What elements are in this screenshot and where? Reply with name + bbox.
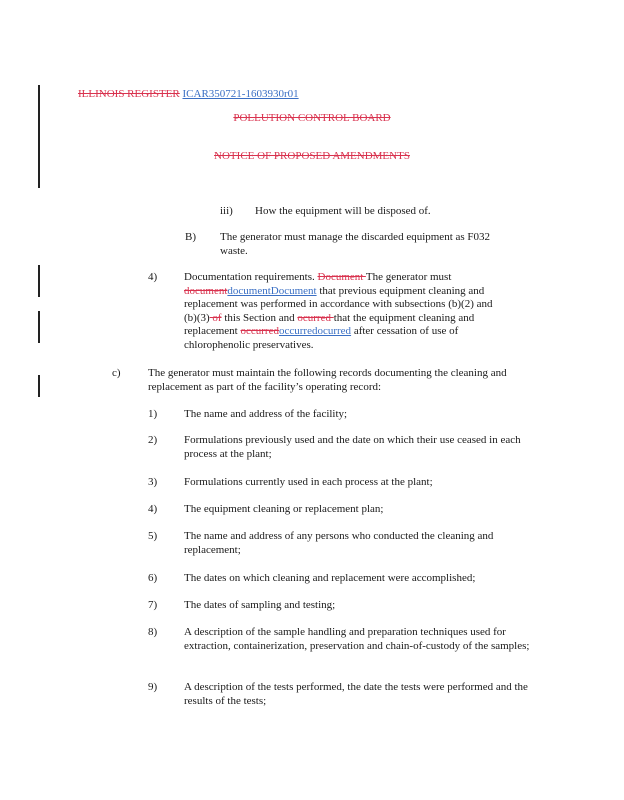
register-deleted: ILLINOIS REGISTER bbox=[78, 88, 180, 100]
documentation-paragraph: Documentation requirements. Document The generator must documentdocumentDocument that previous equipment cleaning and replacement was performed in accordance with subsections (b)(2) and (b)(3) of this Section and ocurred that the equipment cleaning and replacement occurredoccurredocurred after cessation of use of chlorophenolic preservatives. bbox=[184, 271, 493, 351]
deleted-text: of bbox=[209, 311, 222, 324]
change-bar bbox=[38, 375, 40, 397]
list-item-text: The name and address of any persons who conducted the cleaning and replacement; bbox=[184, 530, 494, 556]
text-run: The generator must bbox=[365, 271, 452, 283]
inserted-text: documentDocument bbox=[227, 284, 317, 297]
deleted-text: ocurred bbox=[297, 311, 334, 324]
text-run: Documentation requirements. bbox=[184, 271, 318, 283]
list-item-number: 1) bbox=[148, 408, 158, 420]
section-text-line: The generator must maintain the following records documenting the cleaning and bbox=[148, 367, 507, 379]
change-bar bbox=[38, 265, 40, 297]
register-header bbox=[78, 88, 299, 101]
item-text bbox=[220, 231, 530, 258]
change-bar bbox=[38, 311, 40, 343]
deleted-text: occurred bbox=[240, 325, 279, 337]
list-item-text: The dates of sampling and testing; bbox=[184, 599, 336, 611]
item-text-line: The generator must manage the discarded equipment as F032 bbox=[220, 231, 491, 243]
item-text-line: waste. bbox=[220, 244, 248, 257]
list-item-number: 9) bbox=[148, 681, 158, 693]
board-title: POLLUTION CONTROL BOARD bbox=[233, 112, 391, 124]
notice-title: NOTICE OF PROPOSED AMENDMENTS bbox=[214, 150, 410, 162]
list-item-number: 7) bbox=[148, 599, 158, 611]
list-item-text: The dates on which cleaning and replacement were accomplished; bbox=[184, 572, 476, 584]
deleted-text: document bbox=[184, 284, 228, 297]
section-number: c) bbox=[112, 367, 121, 379]
item-number: 4) bbox=[148, 271, 158, 283]
list-item-text: Formulations previously used and the date on which their use ceased in each process at the plant; bbox=[184, 434, 521, 460]
list-item-text: The equipment cleaning or replacement plan; bbox=[184, 503, 384, 515]
list-item-number: 8) bbox=[148, 626, 158, 638]
item-number: B) bbox=[185, 231, 196, 243]
item-text: How the equipment will be disposed of. bbox=[255, 205, 431, 217]
list-item-number: 6) bbox=[148, 572, 158, 584]
list-item-number: 3) bbox=[148, 476, 158, 488]
list-item-number: 2) bbox=[148, 434, 158, 446]
list-item-text: A description of the tests performed, the date the tests were performed and the results of the tests; bbox=[184, 681, 528, 707]
register-inserted: ICAR350721-1603930r01 bbox=[182, 88, 299, 100]
section-text bbox=[148, 367, 548, 394]
list-item-number: 5) bbox=[148, 530, 158, 542]
list-item-text: A description of the sample handling and preparation techniques used for extraction, containerization, preservation and chain-of-custody of the samples; bbox=[184, 626, 530, 652]
item-number: iii) bbox=[220, 205, 233, 217]
section-text-line: replacement as part of the facility’s operating record: bbox=[148, 380, 382, 393]
inserted-text: occurredocurred bbox=[278, 325, 352, 337]
list-item-text: The name and address of the facility; bbox=[184, 408, 348, 420]
list-item-number: 4) bbox=[148, 503, 158, 515]
deleted-text: Document bbox=[317, 271, 366, 283]
list-item-text: Formulations currently used in each process at the plant; bbox=[184, 476, 433, 488]
change-bar bbox=[38, 85, 40, 188]
text-run: this Section and bbox=[221, 311, 298, 324]
